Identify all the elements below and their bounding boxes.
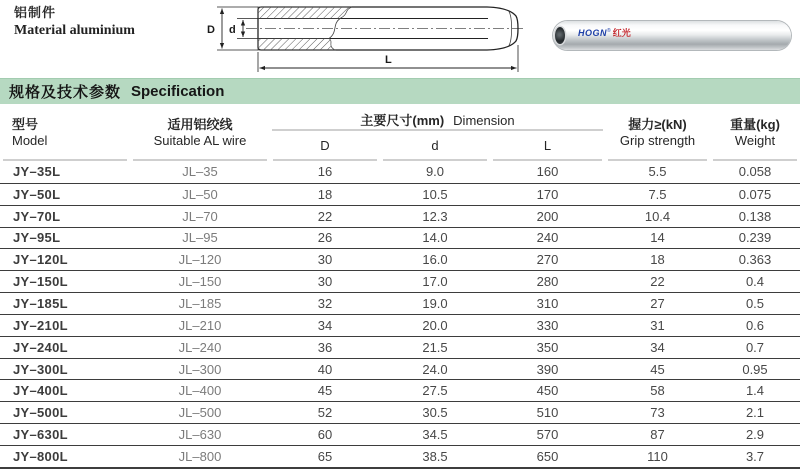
cell-d: 9.0: [425, 164, 445, 180]
dimension-label-L: L: [385, 54, 392, 66]
cell-wire: JL–35: [182, 164, 218, 180]
header-grip-en: Grip strength: [619, 132, 696, 148]
cell-D: 30: [317, 274, 333, 290]
cell-model: JY–35L: [13, 164, 61, 180]
header-dimension-zh: 主要尺寸(mm): [360, 112, 445, 128]
section-title-bar: [0, 78, 800, 104]
table-row: [0, 336, 800, 358]
cell-model: JY–50L: [13, 186, 61, 202]
table-row: [0, 423, 800, 445]
material-title-zh: 铝制件: [14, 5, 57, 20]
cell-model: JY–95L: [13, 230, 61, 246]
cell-weight: 0.058: [738, 164, 772, 180]
header-weight-en: Weight: [734, 132, 776, 148]
cell-L: 160: [536, 164, 559, 180]
cell-model: JY–70L: [13, 208, 61, 224]
cell-L: 170: [536, 186, 559, 202]
top-section: [0, 0, 800, 78]
cell-D: 45: [317, 383, 333, 399]
cell-D: 22: [317, 208, 333, 224]
cell-model: JY–185L: [13, 295, 68, 311]
header-grip-strength: [605, 104, 710, 161]
cell-D: 65: [317, 448, 333, 464]
header-weight-zh: 重量(kg): [730, 117, 780, 133]
header-suitable-wire: [130, 104, 270, 161]
cell-D: 18: [317, 186, 333, 202]
cell-L: 650: [536, 448, 559, 464]
table-row: [0, 205, 800, 227]
dimension-label-D: D: [207, 24, 215, 36]
cell-grip: 58: [650, 383, 665, 399]
cell-d: 10.5: [422, 186, 448, 202]
table-row: [0, 379, 800, 401]
cell-weight: 0.363: [738, 252, 772, 268]
table-row: [0, 292, 800, 314]
cell-d: 20.0: [422, 317, 448, 333]
cell-d: 19.0: [422, 295, 448, 311]
technical-drawing: [200, 0, 530, 75]
cell-wire: JL–95: [182, 230, 218, 246]
cell-D: 16: [317, 164, 333, 180]
cell-weight: 0.075: [738, 186, 772, 202]
table-row: [0, 248, 800, 270]
dimension-label-d: d: [229, 24, 236, 36]
cell-weight: 0.138: [738, 208, 772, 224]
cell-grip: 22: [650, 274, 665, 290]
cell-d: 16.0: [422, 252, 448, 268]
cell-L: 200: [536, 208, 559, 224]
header-sub-L-label: L: [543, 138, 552, 154]
brand-logo: [578, 29, 631, 38]
cell-D: 32: [317, 295, 333, 311]
cell-weight: 0.6: [745, 317, 765, 333]
cell-L: 240: [536, 230, 559, 246]
table-row: [0, 358, 800, 380]
cell-wire: JL–120: [178, 252, 222, 268]
header-model-en: Model: [12, 132, 48, 148]
cell-wire: JL–630: [178, 427, 222, 443]
cell-grip: 7.5: [648, 186, 667, 202]
cell-grip: 73: [650, 405, 665, 421]
cell-d: 17.0: [422, 274, 448, 290]
cell-model: JY–630L: [13, 427, 68, 443]
tube-bore: [555, 27, 565, 44]
cell-L: 450: [536, 383, 559, 399]
table-row: [0, 401, 800, 423]
cell-grip: 18: [650, 252, 665, 268]
header-weight: [710, 104, 800, 161]
material-title-en: Material aluminium: [14, 22, 135, 38]
cell-d: 12.3: [422, 208, 448, 224]
registered-mark: ®: [607, 28, 611, 34]
cell-weight: 3.7: [745, 448, 765, 464]
header-sub-D: [270, 131, 380, 161]
cell-wire: JL–800: [178, 448, 222, 464]
table-row: [0, 183, 800, 205]
cell-D: 26: [317, 230, 333, 246]
cell-weight: 0.7: [745, 339, 765, 355]
cell-weight: 0.239: [738, 230, 772, 246]
cell-D: 52: [317, 405, 333, 421]
cell-d: 38.5: [422, 448, 448, 464]
table-header: [0, 104, 800, 161]
cell-wire: JL–210: [178, 317, 222, 333]
header-sub-d: [380, 131, 490, 161]
cell-model: JY–300L: [13, 361, 68, 377]
header-sub-d-label: d: [431, 138, 439, 154]
cell-model: JY–800L: [13, 448, 68, 464]
cell-d: 30.5: [422, 405, 448, 421]
cell-D: 30: [317, 252, 333, 268]
cell-grip: 14: [650, 230, 665, 246]
cell-d: 34.5: [422, 427, 448, 443]
header-dimension-group: [270, 104, 605, 131]
cell-wire: JL–400: [178, 383, 222, 399]
cell-model: JY–400L: [13, 383, 68, 399]
section-title-zh: 规格及技术参数: [9, 84, 122, 101]
table-row: [0, 227, 800, 249]
section-title-en: Specification: [131, 83, 225, 100]
cell-d: 24.0: [422, 361, 448, 377]
cell-grip: 110: [647, 448, 668, 464]
header-sub-L: [490, 131, 605, 161]
cell-D: 34: [317, 317, 333, 333]
cell-L: 270: [536, 252, 559, 268]
cell-weight: 0.5: [745, 295, 765, 311]
cell-grip: 27: [650, 295, 665, 311]
cell-model: JY–210L: [13, 317, 68, 333]
brand-name: HOGN: [578, 28, 607, 38]
header-wire-en: Suitable AL wire: [153, 132, 247, 148]
cell-wire: JL–50: [182, 186, 218, 202]
cell-wire: JL–70: [182, 208, 218, 224]
cell-wire: JL–185: [178, 295, 222, 311]
hatch-bottom-wall: [258, 39, 335, 51]
cell-L: 350: [536, 339, 559, 355]
table-row: [0, 314, 800, 336]
cell-d: 14.0: [422, 230, 448, 246]
header-model-zh: 型号: [12, 117, 39, 133]
cell-weight: 2.1: [745, 405, 765, 421]
cell-grip: 31: [650, 317, 665, 333]
cell-weight: 1.4: [745, 383, 765, 399]
cell-d: 27.5: [422, 383, 448, 399]
table-row: [0, 270, 800, 292]
cell-L: 330: [536, 317, 559, 333]
cell-grip: 5.5: [648, 164, 667, 180]
cell-wire: JL–300: [178, 361, 222, 377]
header-grip-zh: 握力≥(kN): [628, 117, 687, 133]
cell-L: 280: [536, 274, 559, 290]
cell-grip: 87: [650, 427, 665, 443]
cell-wire: JL–500: [178, 405, 222, 421]
table-row: [0, 161, 800, 183]
cell-model: JY–150L: [13, 274, 68, 290]
cell-weight: 2.9: [745, 427, 765, 443]
cell-L: 390: [536, 361, 559, 377]
product-photo: [545, 10, 795, 62]
cell-L: 510: [536, 405, 559, 421]
header-sub-D-label: D: [320, 138, 330, 154]
cell-L: 570: [536, 427, 559, 443]
cell-wire: JL–240: [178, 339, 222, 355]
cell-wire: JL–150: [178, 274, 222, 290]
cell-L: 310: [536, 295, 559, 311]
cell-model: JY–240L: [13, 339, 68, 355]
header-dimension-en: Dimension: [453, 112, 515, 128]
hatch-top-wall: [258, 7, 352, 19]
cell-weight: 0.95: [742, 361, 768, 377]
table-row: [0, 445, 800, 467]
brand-name-zh: 红光: [612, 28, 631, 38]
table-body: [0, 161, 800, 469]
specification-table: [0, 104, 800, 469]
cell-weight: 0.4: [745, 274, 765, 290]
cell-grip: 10.4: [644, 208, 671, 224]
cell-D: 36: [317, 339, 333, 355]
material-title: [14, 4, 135, 40]
cell-grip: 34: [650, 339, 665, 355]
cell-D: 60: [317, 427, 333, 443]
cell-D: 40: [317, 361, 333, 377]
cell-model: JY–500L: [13, 405, 68, 421]
header-model: [0, 104, 130, 161]
cell-model: JY–120L: [13, 252, 68, 268]
cell-d: 21.5: [422, 339, 448, 355]
cell-grip: 45: [650, 361, 665, 377]
tube-nose-arc: [509, 12, 512, 46]
product-tube: [553, 21, 791, 50]
header-wire-zh: 适用铝绞线: [167, 117, 233, 133]
